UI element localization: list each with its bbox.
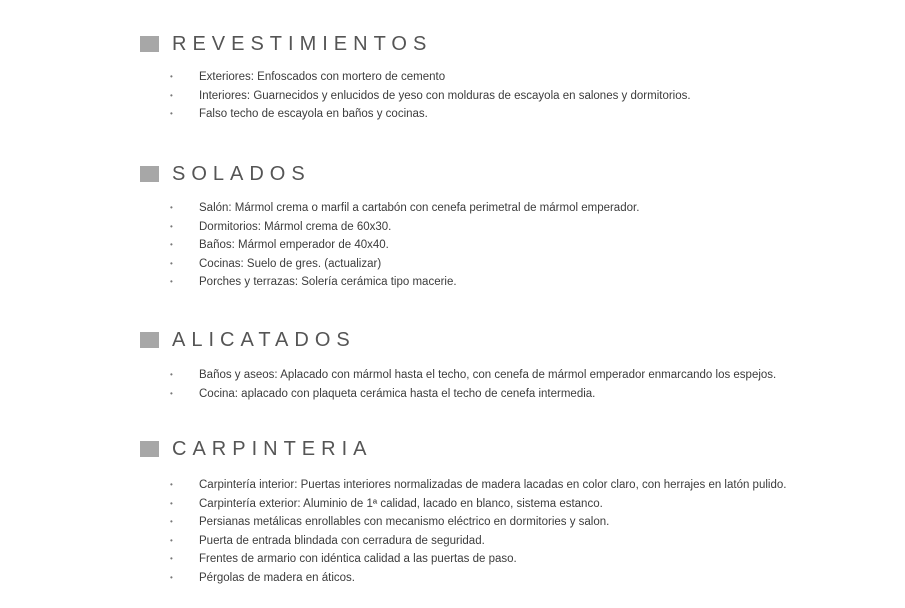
list-item: • Cocinas: Suelo de gres. (actualizar) bbox=[170, 255, 890, 274]
section-header bbox=[140, 328, 880, 352]
list-item: • Carpintería interior: Puertas interiores normalizadas de madera lacadas en color claro, con herrajes en latón pulido. bbox=[170, 476, 890, 495]
section-title: ALICATADOS bbox=[172, 329, 356, 351]
list-item: • Frentes de armario con idéntica calidad a las puertas de paso. bbox=[170, 550, 890, 569]
section-carpinteria bbox=[140, 437, 880, 584]
item-list bbox=[170, 199, 890, 292]
list-item: • Exteriores: Enfoscados con mortero de cemento bbox=[170, 68, 890, 87]
section-header bbox=[140, 437, 880, 461]
section-title: CARPINTERIA bbox=[172, 438, 373, 460]
list-item: • Interiores: Guarnecidos y enlucidos de yeso con molduras de escayola en salones y dormitorios. bbox=[170, 87, 890, 106]
section-title: SOLADOS bbox=[172, 163, 311, 185]
list-item: • Carpintería exterior: Aluminio de 1ª calidad, lacado en blanco, sistema estanco. bbox=[170, 495, 890, 514]
list-item: • Baños: Mármol emperador de 40x40. bbox=[170, 236, 890, 255]
list-item: • Puerta de entrada blindada con cerradura de seguridad. bbox=[170, 532, 890, 551]
section-header bbox=[140, 32, 880, 56]
square-bullet-icon bbox=[140, 166, 159, 182]
section-solados bbox=[140, 162, 880, 288]
list-item: • Baños y aseos: Aplacado con mármol hasta el techo, con cenefa de mármol emperador enmarcando los espejos. bbox=[170, 366, 890, 385]
list-item: • Persianas metálicas enrollables con mecanismo eléctrico en dormitories y salon. bbox=[170, 513, 890, 532]
section-revestimientos bbox=[140, 32, 880, 120]
section-alicatados bbox=[140, 328, 880, 400]
list-item: • Dormitorios: Mármol crema de 60x30. bbox=[170, 218, 890, 237]
list-item: • Porches y terrazas: Solería cerámica tipo macerie. bbox=[170, 273, 890, 292]
item-list bbox=[170, 476, 890, 587]
item-list bbox=[170, 68, 890, 124]
section-title: REVESTIMIENTOS bbox=[172, 33, 433, 55]
section-header bbox=[140, 162, 880, 186]
list-item: • Salón: Mármol crema o marfil a cartabón con cenefa perimetral de mármol emperador. bbox=[170, 199, 890, 218]
list-item: • Falso techo de escayola en baños y cocinas. bbox=[170, 105, 890, 124]
square-bullet-icon bbox=[140, 332, 159, 348]
list-item: • Pérgolas de madera en áticos. bbox=[170, 569, 890, 588]
square-bullet-icon bbox=[140, 36, 159, 52]
list-item: • Cocina: aplacado con plaqueta cerámica hasta el techo de cenefa intermedia. bbox=[170, 385, 890, 404]
item-list bbox=[170, 366, 890, 403]
square-bullet-icon bbox=[140, 441, 159, 457]
